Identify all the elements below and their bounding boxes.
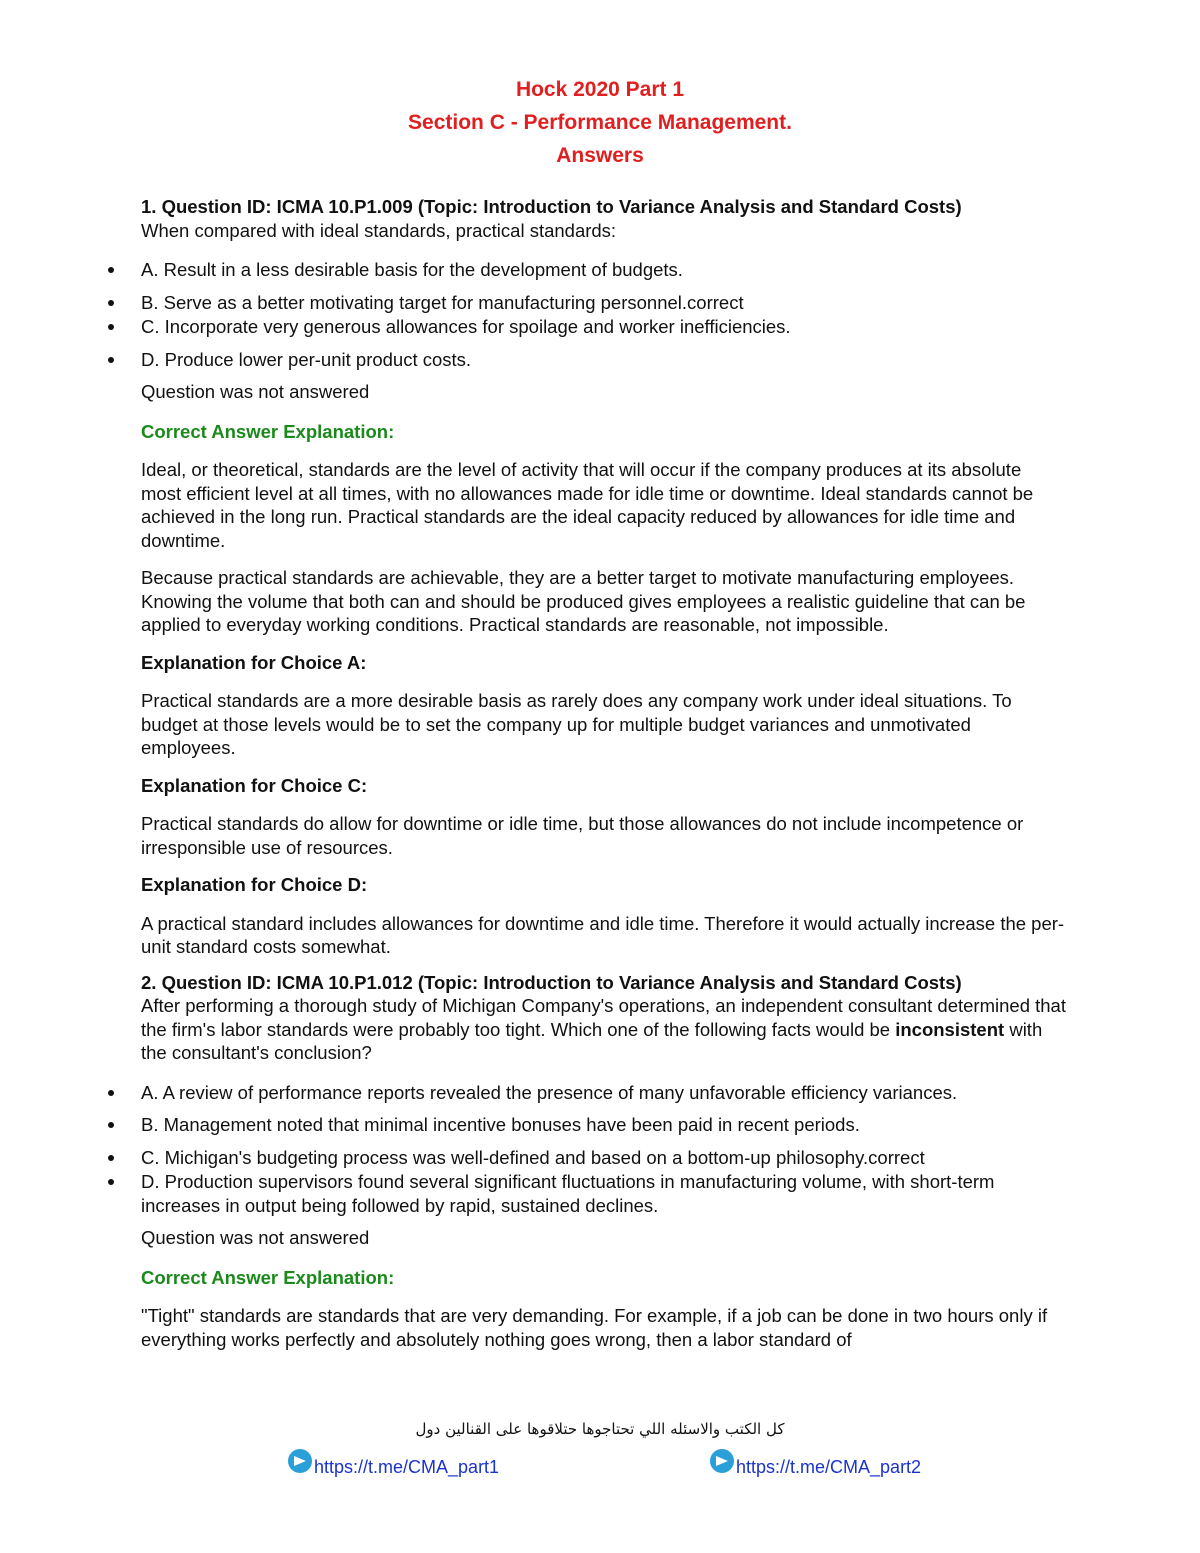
footer-links	[0, 1455, 1200, 1485]
choice-list	[141, 258, 1066, 371]
channel-link-part1[interactable]	[288, 1455, 499, 1479]
title-line-1: Hock 2020 Part 1	[515, 78, 685, 101]
choice-c: C. Incorporate very generous allowances for spoilage and worker inefficiencies.	[141, 315, 1066, 339]
question-text-after: with the consultant's conclusion?	[141, 1018, 1043, 1063]
document-title	[0, 73, 1200, 172]
channel-link-part1-text[interactable]: https://t.me/CMA_part1	[314, 1456, 500, 1477]
choice-a-explanation-heading: Explanation for Choice A:	[141, 651, 367, 673]
choice-a-explanation-text: Practical standards are a more desirable basis as rarely does any company work under ideal situations. To budget at those levels would be to set the company up for multiple budget variances and unmotivated employees.	[141, 690, 1012, 758]
question-heading: 1. Question ID: ICMA 10.P1.009 (Topic: Introduction to Variance Analysis and Standard Costs)	[141, 196, 962, 217]
question-1	[141, 195, 1066, 959]
correct-answer-heading: Correct Answer Explanation:	[141, 420, 395, 442]
question-text: When compared with ideal standards, practical standards:	[141, 219, 617, 241]
title-line-2: Section C - Performance Management.	[408, 111, 792, 134]
explanation-paragraph: "Tight" standards are standards that are very demanding. For example, if a job can be done in two hours only if everything works perfectly and absolutely nothing goes wrong, then a labor standard of	[141, 1305, 1048, 1350]
choice-d-explanation-heading: Explanation for Choice D:	[141, 874, 368, 895]
choice-b: B. Serve as a better motivating target for manufacturing personnel.correct	[141, 291, 1066, 315]
correct-answer-heading: Correct Answer Explanation:	[141, 1266, 395, 1288]
channel-link-part2-text[interactable]: https://t.me/CMA_part2	[736, 1456, 922, 1477]
choice-b: B. Management noted that minimal incentive bonuses have been paid in recent periods.	[141, 1113, 1066, 1137]
question-text	[141, 994, 1066, 1065]
choice-a: A. A review of performance reports revealed the presence of many unfavorable efficiency variances.	[141, 1081, 1066, 1105]
choice-d-explanation-text: A practical standard includes allowances for downtime and idle time. Therefore it would actually increase the per-unit standard costs somewhat.	[141, 912, 1065, 957]
explanation-paragraph: Ideal, or theoretical, standards are the level of activity that will occur if the company produces at its absolute most efficient level at all times, with no allowances made for idle time or downtime. Ideal standards cannot be achieved in the long run. Practical standards are the ideal capacity reduced by allowances for idle time and downtime.	[141, 459, 1034, 551]
choice-c-explanation-text: Practical standards do allow for downtime or idle time, but those allowances do not include incompetence or irresponsible use of resources.	[141, 813, 1024, 858]
document-body	[141, 195, 1066, 1365]
choice-c: C. Michigan's budgeting process was well-defined and based on a bottom-up philosophy.correct	[141, 1146, 1066, 1170]
choice-a: A. Result in a less desirable basis for the development of budgets.	[141, 258, 1066, 282]
footer-arabic-note: كل الكتب والاسئله اللي تحتاجوها حتلاقوها على القنالين دول	[415, 1420, 785, 1438]
question-2	[141, 971, 1066, 1352]
answer-status: Question was not answered	[141, 381, 370, 402]
question-text-before: After performing a thorough study of Michigan Company's operations, an independent consultant determined that the firm's labor standards were probably too tight. Which one of the following facts would be	[141, 995, 1066, 1040]
question-heading: 2. Question ID: ICMA 10.P1.012 (Topic: Introduction to Variance Analysis and Standard Costs)	[141, 971, 962, 993]
question-text-emphasis: inconsistent	[895, 1018, 1005, 1040]
choice-c-explanation-heading: Explanation for Choice C:	[141, 774, 368, 796]
choice-d: D. Production supervisors found several significant fluctuations in manufacturing volume, with short-term increases in output being followed by rapid, sustained declines.	[141, 1170, 1066, 1217]
telegram-icon	[710, 1449, 734, 1473]
telegram-icon	[288, 1449, 312, 1473]
choice-list	[141, 1081, 1066, 1218]
answer-status: Question was not answered	[141, 1227, 370, 1248]
title-line-3: Answers	[556, 144, 644, 167]
choice-d: D. Produce lower per-unit product costs.	[141, 348, 1066, 372]
channel-link-part2[interactable]	[710, 1455, 921, 1479]
explanation-paragraph: Because practical standards are achievable, they are a better target to motivate manufacturing employees. Knowing the volume that both can and should be produced gives employees a realistic guideline that can be applied to everyday working conditions. Practical standards are reasonable, not impossible.	[141, 567, 1026, 635]
